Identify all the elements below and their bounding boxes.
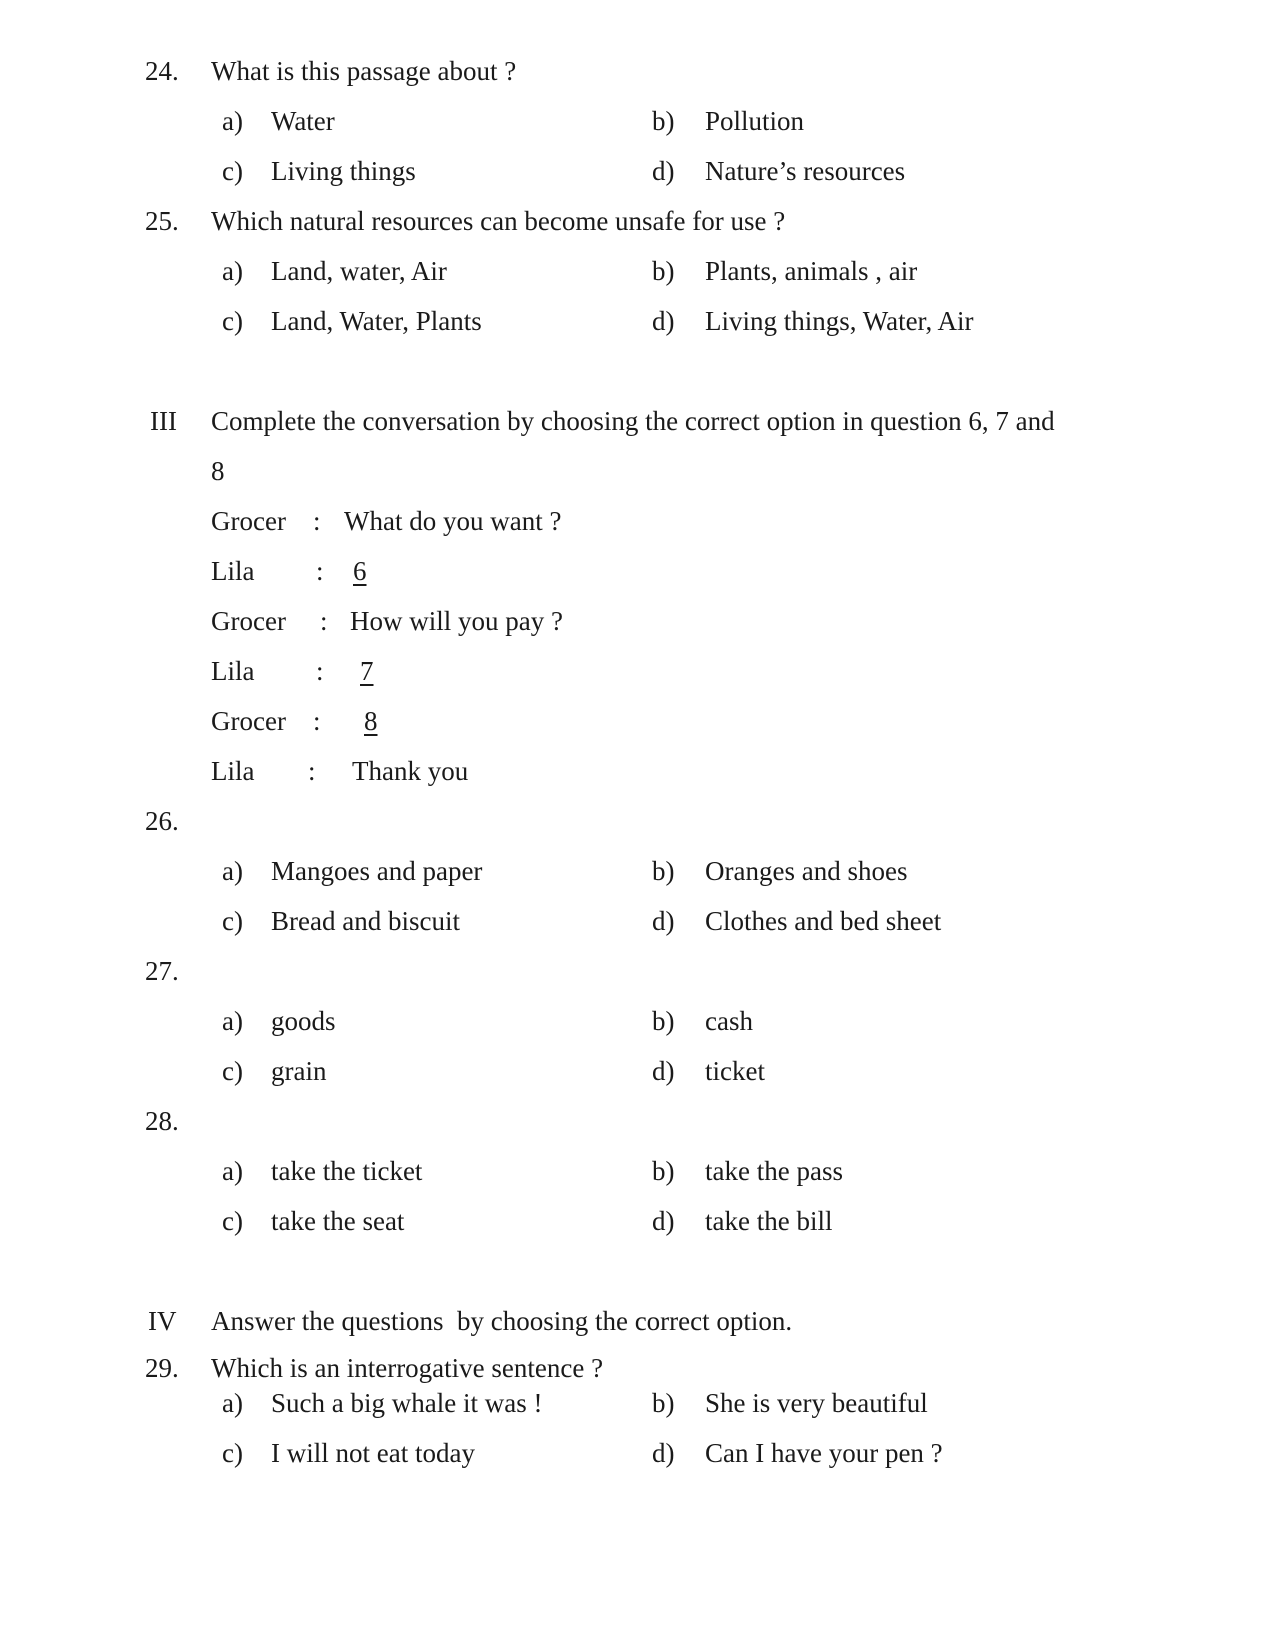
question-25-option-d-letter: d) xyxy=(652,306,675,336)
question-26-option-d-letter: d) xyxy=(652,906,675,936)
question-28-option-b-letter: b) xyxy=(652,1156,675,1186)
dialogue-colon: : xyxy=(313,506,321,536)
question-28-option-a: take the ticket xyxy=(271,1156,423,1186)
question-29-option-c: I will not eat today xyxy=(271,1438,475,1468)
question-25-text: Which natural resources can become unsafe for use ? xyxy=(211,206,786,236)
dialogue-speaker: Lila xyxy=(211,656,255,686)
question-26-number: 26. xyxy=(145,806,179,836)
dialogue-line: What do you want ? xyxy=(344,506,562,536)
question-28-option-d-letter: d) xyxy=(652,1206,675,1236)
question-24-option-a: Water xyxy=(271,106,335,136)
section-iii-number: III xyxy=(150,406,177,436)
question-25-option-d: Living things, Water, Air xyxy=(705,306,974,336)
question-29-option-c-letter: c) xyxy=(222,1438,243,1468)
dialogue-colon: : xyxy=(316,556,324,586)
question-24-option-a-letter: a) xyxy=(222,106,243,136)
question-25-option-a: Land, water, Air xyxy=(271,256,447,286)
question-27-option-d-letter: d) xyxy=(652,1056,675,1086)
question-28-option-c: take the seat xyxy=(271,1206,405,1236)
question-27-option-d: ticket xyxy=(705,1056,765,1086)
question-28-option-d: take the bill xyxy=(705,1206,833,1236)
dialogue-blank-7: 7 xyxy=(360,656,374,686)
question-27-option-c-letter: c) xyxy=(222,1056,243,1086)
question-24-option-d-letter: d) xyxy=(652,156,675,186)
question-29-option-d: Can I have your pen ? xyxy=(705,1438,943,1468)
question-28-option-c-letter: c) xyxy=(222,1206,243,1236)
dialogue-line: Thank you xyxy=(352,756,469,786)
question-27-option-b-letter: b) xyxy=(652,1006,675,1036)
dialogue-speaker: Grocer xyxy=(211,506,286,536)
dialogue-colon: : xyxy=(313,706,321,736)
question-25-option-b-letter: b) xyxy=(652,256,675,286)
question-27-number: 27. xyxy=(145,956,179,986)
question-29-number: 29. xyxy=(145,1353,179,1383)
dialogue-speaker: Lila xyxy=(211,556,255,586)
dialogue-speaker: Grocer xyxy=(211,606,286,636)
dialogue-colon: : xyxy=(320,606,328,636)
question-26-option-c-letter: c) xyxy=(222,906,243,936)
dialogue-speaker: Grocer xyxy=(211,706,286,736)
section-iv-number: IV xyxy=(148,1306,177,1336)
question-29-option-a: Such a big whale it was ! xyxy=(271,1388,543,1418)
question-24-text: What is this passage about ? xyxy=(211,56,517,86)
dialogue-speaker: Lila xyxy=(211,756,255,786)
section-iii-instruction: Complete the conversation by choosing the correct option in question 6, 7 and xyxy=(211,406,1055,436)
question-29-option-b: She is very beautiful xyxy=(705,1388,928,1418)
question-29-text: Which is an interrogative sentence ? xyxy=(211,1353,604,1383)
question-24-option-c-letter: c) xyxy=(222,156,243,186)
question-28-number: 28. xyxy=(145,1106,179,1136)
question-24-option-b-letter: b) xyxy=(652,106,675,136)
question-29-option-d-letter: d) xyxy=(652,1438,675,1468)
question-25-number: 25. xyxy=(145,206,179,236)
question-26-option-d: Clothes and bed sheet xyxy=(705,906,942,936)
question-27-option-a-letter: a) xyxy=(222,1006,243,1036)
question-24-option-c: Living things xyxy=(271,156,416,186)
question-27-option-b: cash xyxy=(705,1006,753,1036)
question-28-option-a-letter: a) xyxy=(222,1156,243,1186)
question-25-option-c: Land, Water, Plants xyxy=(271,306,482,336)
question-24-number: 24. xyxy=(145,56,179,86)
question-25-option-a-letter: a) xyxy=(222,256,243,286)
dialogue-blank-8: 8 xyxy=(364,706,378,736)
question-27-option-c: grain xyxy=(271,1056,327,1086)
question-26-option-a: Mangoes and paper xyxy=(271,856,483,886)
section-iv-instruction: Answer the questions by choosing the correct option. xyxy=(211,1306,793,1336)
question-25-option-c-letter: c) xyxy=(222,306,243,336)
question-24-option-b: Pollution xyxy=(705,106,805,136)
question-29-option-a-letter: a) xyxy=(222,1388,243,1418)
section-iii-instruction-continued: 8 xyxy=(211,456,225,486)
question-26-option-a-letter: a) xyxy=(222,856,243,886)
question-28-option-b: take the pass xyxy=(705,1156,843,1186)
dialogue-blank-6: 6 xyxy=(353,556,367,586)
question-27-option-a: goods xyxy=(271,1006,336,1036)
dialogue-line: How will you pay ? xyxy=(350,606,563,636)
question-25-option-b: Plants, animals , air xyxy=(705,256,918,286)
question-24-option-d: Nature’s resources xyxy=(705,156,906,186)
dialogue-colon: : xyxy=(308,756,316,786)
question-26-option-b-letter: b) xyxy=(652,856,675,886)
question-26-option-b: Oranges and shoes xyxy=(705,856,908,886)
dialogue-colon: : xyxy=(316,656,324,686)
question-26-option-c: Bread and biscuit xyxy=(271,906,460,936)
question-29-option-b-letter: b) xyxy=(652,1388,675,1418)
